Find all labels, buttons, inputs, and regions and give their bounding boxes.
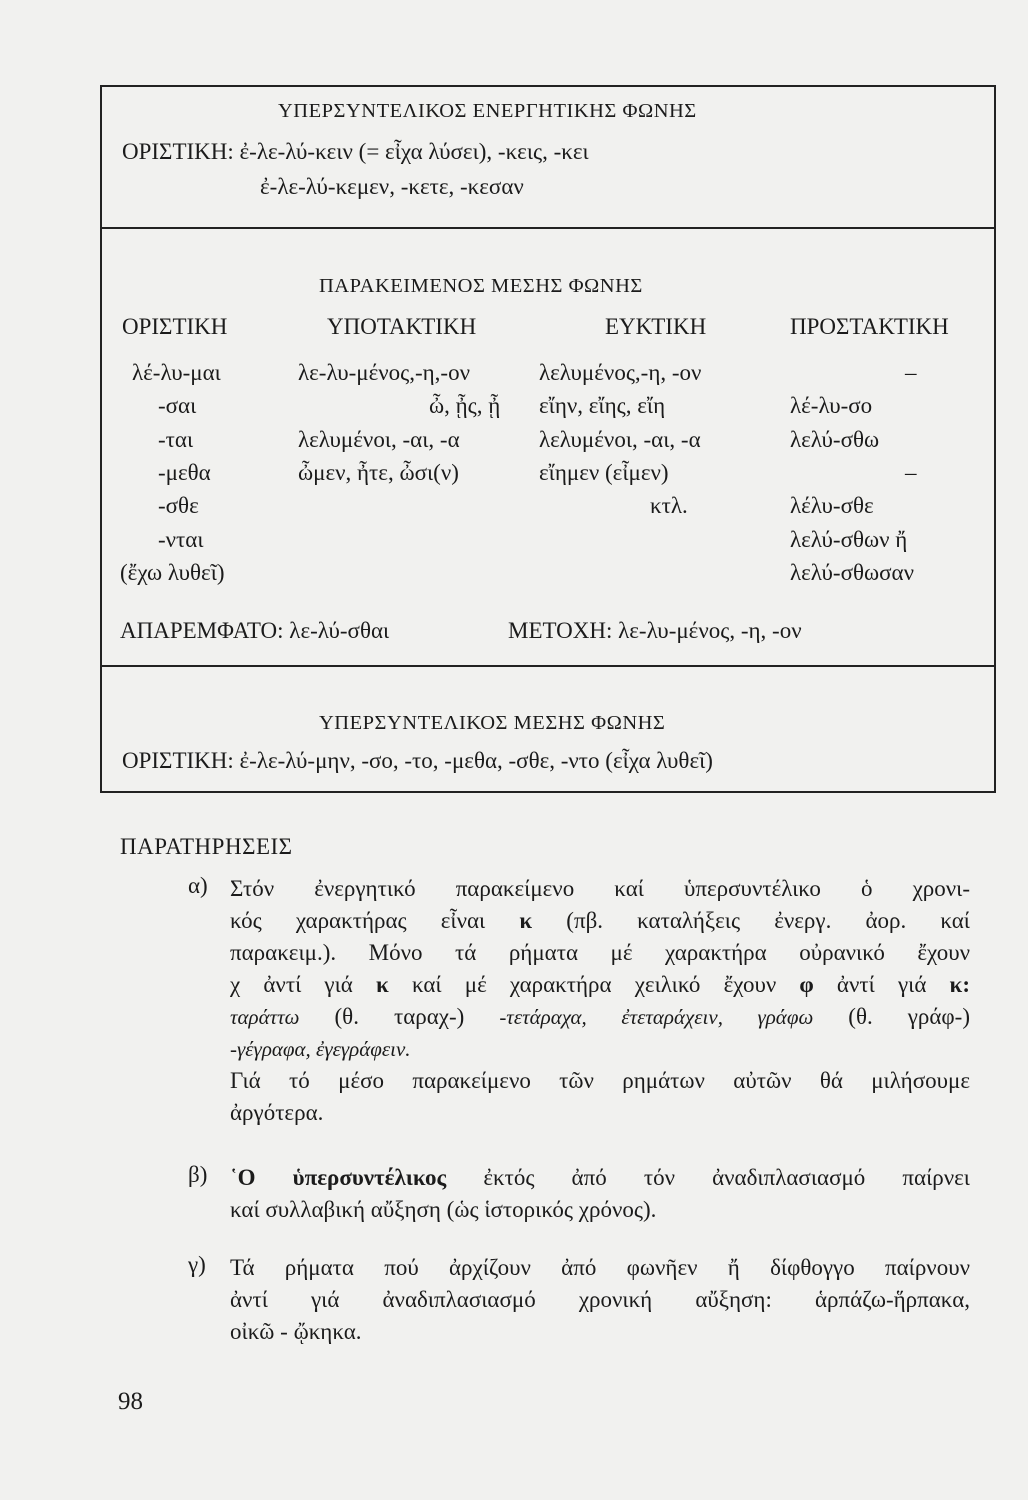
note-line: ῾Ο ὑπερσυντέλικος ἐκτός ἀπό τόν ἀναδιπλασιασμό παίρνει (230, 1165, 970, 1190)
active-pluperfect-line-1: ΟΡΙΣΤΙΚΗ: ἐ-λε-λύ-κειν (= εἶχα λύσει), -κεις, -κει (122, 139, 589, 164)
note-line: καί συλλαβική αὔξηση (ὡς ἱστορικός χρόνος). (230, 1197, 657, 1222)
indicative-form: -νται (158, 527, 204, 552)
subjunctive-form: ὦμεν, ἦτε, ὦσι(ν) (298, 460, 459, 485)
subjunctive-form: λελυμένοι, -αι, -α (298, 427, 460, 452)
optative-form: εἴημεν (εἶμεν) (539, 460, 669, 485)
note-line: Γιά τό μέσο παρακείμενο τῶν ρημάτων αὐτῶν θά μιλήσουμε (230, 1068, 970, 1093)
optative-form: λελυμένοι, -αι, -α (539, 427, 701, 452)
imperative-form: λελύ-σθω (790, 427, 880, 452)
notes-heading: ΠΑΡΑΤΗΡΗΣΕΙΣ (120, 834, 293, 859)
section-title-active-pluperfect: ΥΠΕΡΣΥΝΤΕΛΙΚΟΣ ΕΝΕΡΓΗΤΙΚΗΣ ΦΩΝΗΣ (278, 100, 697, 122)
note-marker: γ) (188, 1252, 206, 1277)
optative-form: εἴην, εἴης, εἴη (539, 393, 666, 418)
header-subjunctive: ΥΠΟΤΑΚΤΙΚΗ (327, 314, 477, 339)
imperative-form: λελύ-σθων ἤ (790, 527, 908, 552)
imperative-form: λέλυ-σθε (790, 493, 874, 518)
note-marker: β) (188, 1162, 208, 1187)
imperative-form: – (905, 360, 917, 385)
note-line: οἰκῶ - ᾤκηκα. (230, 1319, 362, 1344)
indicative-form: -σαι (158, 393, 197, 418)
header-imperative: ΠΡΟΣΤΑΚΤΙΚΗ (790, 314, 949, 339)
subjunctive-form: ὦ, ᾖς, ᾖ (429, 393, 501, 418)
active-pluperfect-line-2: ἐ-λε-λύ-κεμεν, -κετε, -κεσαν (260, 174, 524, 199)
note-line: ἀντί γιά ἀναδιπλασιασμό χρονική αὔξηση: ἁρπάζω-ἥρπακα, (230, 1287, 970, 1312)
section-title-middle-pluperfect: ΥΠΕΡΣΥΝΤΕΛΙΚΟΣ ΜΕΣΗΣ ΦΩΝΗΣ (319, 712, 666, 734)
note-line: παρακειμ.). Μόνο τά ρήματα μέ χαρακτήρα οὐρανικό ἔχουν (230, 940, 970, 965)
conjugation-table (100, 85, 996, 793)
note-marker: α) (188, 873, 208, 898)
indicative-form: (ἔχω λυθεῖ) (120, 560, 225, 585)
note-line: κός χαρακτήρας εἶναι κ (πβ. καταλήξεις ἐνεργ. ἀορ. καί (230, 908, 970, 933)
section-divider (102, 665, 994, 667)
imperative-form: – (905, 460, 917, 485)
middle-pluperfect-line-1: ΟΡΙΣΤΙΚΗ: ἐ-λε-λύ-μην, -σο, -το, -μεθα, -σθε, -ντο (εἶχα λυθεῖ) (122, 748, 713, 773)
indicative-form: λέ-λυ-μαι (132, 360, 221, 385)
imperative-form: λέ-λυ-σο (790, 393, 873, 418)
indicative-form: -μεθα (158, 460, 211, 485)
note-line: ἀργότερα. (230, 1100, 324, 1125)
section-divider (102, 227, 994, 229)
indicative-form: -ται (158, 427, 194, 452)
subjunctive-form: λε-λυ-μένος,-η,-ον (298, 360, 470, 385)
note-line: Στόν ἐνεργητικό παρακείμενο καί ὑπερσυντέλικο ὁ χρονι- (230, 876, 970, 901)
section-title-middle-perfect: ΠΑΡΑΚΕΙΜΕΝΟΣ ΜΕΣΗΣ ΦΩΝΗΣ (319, 275, 643, 297)
infinitive-line: ΑΠΑΡΕΜΦΑΤΟ: λε-λύ-σθαι (120, 618, 390, 643)
note-line: χ ἀντί γιά κ καί μέ χαρακτήρα χειλικό ἔχουν φ ἀντί γιά κ: (230, 972, 970, 997)
note-line: -γέγραφα, ἐγεγράφειν. (230, 1037, 411, 1061)
note-line: ταράττω (θ. ταραχ-) -τετάραχα, ἐτεταράχειν, γράφω (θ. γράφ-) (230, 1004, 971, 1029)
note-line: Τά ρήματα πού ἀρχίζουν ἀπό φωνῆεν ἤ δίφθογγο παίρνουν (230, 1255, 970, 1280)
page-number: 98 (118, 1388, 143, 1415)
indicative-form: -σθε (158, 493, 199, 518)
header-indicative: ΟΡΙΣΤΙΚΗ (122, 314, 228, 339)
imperative-form: λελύ-σθωσαν (790, 560, 914, 585)
header-optative: ΕΥΚΤΙΚΗ (605, 314, 707, 339)
optative-form: λελυμένος,-η, -ον (539, 360, 702, 385)
optative-form: κτλ. (650, 493, 688, 518)
participle-line: ΜΕΤΟΧΗ: λε-λυ-μένος, -η, -ον (508, 618, 802, 643)
